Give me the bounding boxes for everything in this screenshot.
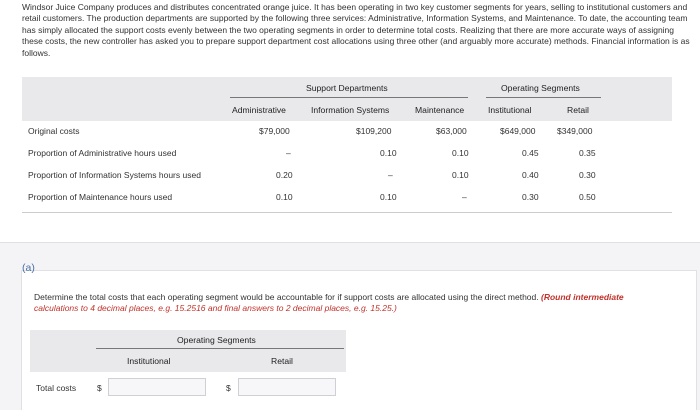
- cell-is-hours-administrative: 0.20: [276, 170, 293, 180]
- rounding-instruction-2: calculations to 4 decimal places, e.g. 15.2516 and final answers to 2 decimal places, e.g. 15.25.): [34, 303, 397, 313]
- problem-intro: Windsor Juice Company produces and distributes concentrated orange juice. It has been operating in two key customer segments for years, selling to institutional customers and retail customers. The production departments are supported by the following three services: Administrative, Information Systems, and Maintenance. To date, the accounting team has simply allocated the support costs evenly between the two operating segments in order to determine total costs. Realizing that there are more accurate ways of assigning these costs, the new controller has asked you to prepare support department cost allocations using three other (and arguably more accurate) methods. Financial information is as follows.: [22, 2, 690, 58]
- answer-col-institutional: Institutional: [127, 356, 171, 366]
- cell-admin-hours-retail: 0.35: [579, 148, 596, 158]
- answer-row-label-total-costs: Total costs: [36, 383, 77, 393]
- row-label-original-costs: Original costs: [28, 126, 80, 136]
- row-label-maintenance-hours: Proportion of Maintenance hours used: [28, 192, 173, 202]
- header-support-departments: Support Departments: [306, 83, 388, 93]
- cell-is-hours-information-systems: –: [388, 170, 393, 180]
- part-a-label: (a): [22, 262, 35, 274]
- cell-is-hours-institutional: 0.40: [522, 170, 539, 180]
- cell-maint-hours-retail: 0.50: [579, 192, 596, 202]
- cell-original-retail: $349,000: [557, 126, 593, 136]
- currency-symbol-retail: $: [226, 383, 231, 393]
- cell-is-hours-retail: 0.30: [579, 170, 596, 180]
- cell-maint-hours-institutional: 0.30: [522, 192, 539, 202]
- cell-maint-hours-maintenance: –: [462, 192, 467, 202]
- col-maintenance: Maintenance: [415, 105, 465, 115]
- header-operating-segments: Operating Segments: [501, 83, 580, 93]
- question-text: Determine the total costs that each operating segment would be accountable for if support costs are allocated using the direct method.: [34, 292, 539, 302]
- cell-original-maintenance: $63,000: [436, 126, 467, 136]
- operating-group-underline: [486, 97, 601, 98]
- cell-original-information-systems: $109,200: [356, 126, 392, 136]
- cell-is-hours-maintenance: 0.10: [452, 170, 469, 180]
- cell-admin-hours-information-systems: 0.10: [380, 148, 397, 158]
- col-retail: Retail: [567, 105, 589, 115]
- cell-admin-hours-institutional: 0.45: [522, 148, 539, 158]
- cell-admin-hours-maintenance: 0.10: [452, 148, 469, 158]
- support-group-underline: [230, 97, 468, 98]
- answer-group-underline: [96, 348, 344, 349]
- cell-admin-hours-administrative: –: [286, 148, 291, 158]
- col-information-systems: Information Systems: [311, 105, 390, 115]
- col-institutional: Institutional: [488, 105, 532, 115]
- cell-original-institutional: $649,000: [500, 126, 536, 136]
- cost-data-table: [22, 77, 672, 213]
- institutional-total-costs-input[interactable]: [108, 378, 206, 396]
- cell-maint-hours-administrative: 0.10: [276, 192, 293, 202]
- col-administrative: Administrative: [232, 105, 286, 115]
- cell-original-administrative: $79,000: [259, 126, 290, 136]
- row-label-information-systems-hours: Proportion of Information Systems hours used: [28, 170, 201, 180]
- retail-total-costs-input[interactable]: [238, 378, 336, 396]
- row-label-administrative-hours: Proportion of Administrative hours used: [28, 148, 177, 158]
- cell-maint-hours-information-systems: 0.10: [380, 192, 397, 202]
- rounding-instruction-1: (Round intermediate: [541, 292, 624, 302]
- answer-header-operating-segments: Operating Segments: [177, 335, 256, 345]
- part-a-question: [34, 292, 684, 314]
- answer-col-retail: Retail: [271, 356, 293, 366]
- currency-symbol-institutional: $: [97, 383, 102, 393]
